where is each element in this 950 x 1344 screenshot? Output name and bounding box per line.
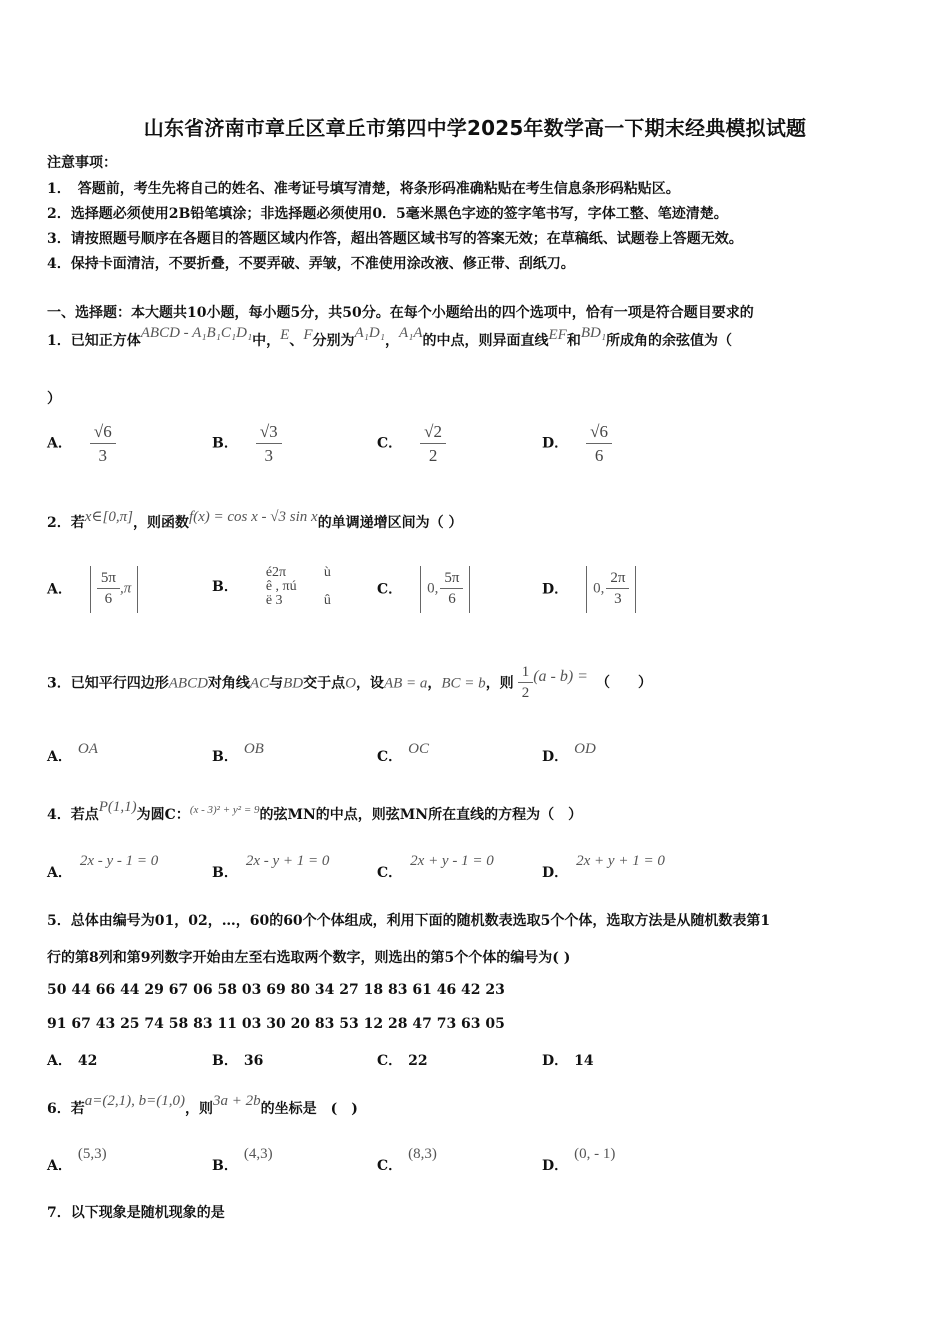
q1-option-b[interactable] (212, 422, 282, 465)
option-label: B． (212, 579, 238, 595)
option-label: D． (542, 1158, 569, 1174)
q1-text: 所成角的余弦值为（ (606, 333, 733, 349)
denominator: 2 (428, 445, 438, 465)
q3-text: （ ） (595, 675, 652, 692)
q3-diagonal: AC (249, 675, 270, 692)
q1-segment: A₁A (398, 325, 423, 341)
fraction (420, 422, 446, 465)
option-label: A． (47, 435, 72, 452)
interval-start: 0, (427, 580, 439, 597)
q2-option-d[interactable] (542, 566, 636, 613)
interval (90, 566, 138, 613)
q1-option-d[interactable] (542, 422, 612, 465)
option-value: (8,3) (408, 1146, 437, 1162)
q2-text: 2．若 (47, 515, 85, 531)
option-value: 22 (408, 1053, 428, 1069)
q3-vector-bc: BC = b (441, 675, 486, 692)
q1-option-c[interactable] (377, 422, 446, 465)
q3-text: ，设 (355, 675, 384, 692)
q2-condition: x∈[0,π] (84, 509, 133, 525)
option-value: 36 (243, 1053, 264, 1069)
denominator: 2 (521, 685, 530, 702)
q4-circle-equation: (x - 3)² + y² = 9 (189, 804, 260, 816)
garbled-line: ê , πú (265, 579, 297, 594)
q3-option-c[interactable] (377, 738, 429, 765)
denominator: 3 (264, 445, 274, 465)
option-label: B． (212, 749, 238, 765)
interval-end: ,π (119, 580, 132, 597)
section-heading: 一、选择题：本大题共10小题，每小题5分，共50分。在每个小题给出的四个选项中，恰有一项是符合题目要求的 (47, 305, 754, 321)
fraction (97, 570, 120, 609)
q6-text: ，则 (184, 1101, 213, 1117)
q6-option-b[interactable] (212, 1143, 273, 1174)
q3-diagonal: BD (283, 675, 304, 692)
interval-garbled (265, 565, 331, 608)
q1-close: ） (47, 391, 61, 407)
garbled-glyph: ù (323, 565, 331, 580)
q6-expression: 3a + 2b (212, 1093, 261, 1109)
q1-line-bd: BD₁ (580, 325, 607, 341)
q1-point-e: E (280, 327, 290, 343)
numerator: 1 (518, 664, 534, 683)
numerator: 2π (606, 570, 629, 589)
q1-point-f: F (303, 327, 313, 343)
option-value: 2x - y + 1 = 0 (245, 853, 330, 869)
interval (420, 566, 470, 613)
option-value: OA (77, 741, 98, 757)
option-value: OB (243, 741, 264, 757)
numerator: 5π (440, 570, 463, 589)
interval (586, 566, 636, 613)
option-label: C． (377, 865, 403, 881)
garbled-line: é2π (265, 565, 287, 580)
notice-item: 2．选择题必须使用2B铅笔填涂；非选择题必须使用0．5毫米黑色字迹的签字笔书写，字体工整、笔迹清楚。 (47, 206, 728, 222)
option-value: OD (574, 741, 596, 757)
option-label: C． (377, 435, 403, 452)
option-value: 2x + y + 1 = 0 (576, 853, 665, 869)
q1-text: 中， (252, 333, 281, 349)
q2-text: 的单调递增区间为（ ） (317, 515, 463, 531)
q6-option-a[interactable] (47, 1143, 107, 1174)
q2-option-b[interactable] (212, 565, 331, 608)
q3-text: ， (427, 675, 442, 692)
q1-text: 1．已知正方体 (47, 333, 141, 349)
question-1 (47, 325, 733, 350)
notice-item: 4．保持卡面清洁，不要折叠，不要弄破、弄皱，不准使用涂改液、修正带、刮纸刀。 (47, 256, 575, 272)
interval-start: 0, (593, 580, 605, 597)
fraction (256, 422, 282, 465)
option-label: C． (377, 1053, 403, 1069)
denominator: 6 (448, 591, 456, 608)
numerator: √2 (420, 422, 446, 444)
q1-text: ， (384, 333, 399, 349)
option-label: D． (542, 435, 569, 452)
denominator: 3 (614, 591, 622, 608)
q1-text: 、 (289, 333, 304, 349)
q3-parallelogram: ABCD (168, 675, 208, 692)
question-4 (47, 796, 583, 823)
q3-text: 交于点 (303, 675, 346, 692)
option-value: 2x - y - 1 = 0 (79, 853, 159, 869)
q2-text: ，则函数 (132, 515, 189, 531)
q2-option-c[interactable] (377, 566, 470, 613)
option-label: C． (377, 1158, 403, 1174)
option-label: D． (542, 865, 569, 881)
option-value: (0, - 1) (574, 1146, 616, 1162)
garbled-glyph: û (323, 593, 331, 608)
q5-text: 5．总体由编号为01，02，…，60的60个个体组成，利用下面的随机数表选取5个个体，选取方法是从随机数表第1 (47, 913, 771, 929)
q3-text: 与 (269, 675, 284, 692)
fraction (90, 422, 116, 465)
option-label: A． (47, 749, 72, 765)
numerator: 5π (97, 570, 120, 589)
q6-option-d[interactable] (542, 1143, 616, 1174)
q1-text: 分别为 (312, 333, 355, 349)
option-value: 14 (574, 1053, 594, 1069)
denominator: 6 (104, 591, 113, 608)
q3-option-d[interactable] (542, 738, 596, 765)
option-label: D． (542, 1053, 569, 1069)
q2-option-a[interactable] (47, 566, 138, 613)
q3-option-b[interactable] (212, 738, 264, 765)
q4-option-b[interactable] (212, 850, 330, 881)
q4-text: 的弦MN的中点，则弦MN所在直线的方程为（ ） (259, 807, 583, 823)
option-label: B． (212, 865, 238, 881)
q4-text: 4．若点 (47, 807, 99, 823)
notice-item: 3．请按照题号顺序在各题目的答题区域内作答，超出答题区域书写的答案无效；在草稿纸、试题卷上答题无效。 (47, 231, 743, 247)
q1-segment: A₁D₁ (354, 325, 385, 341)
q5-option-a[interactable] (47, 1050, 97, 1070)
option-label: D． (542, 581, 569, 598)
q3-point-o: O (345, 675, 356, 692)
q2-function: f(x) = cos x - √3 sin x (188, 509, 318, 525)
q6-option-c[interactable] (377, 1143, 437, 1174)
numerator: √3 (256, 422, 282, 444)
q3-text: ，则 (485, 675, 514, 692)
option-value: 2x + y - 1 = 0 (410, 853, 494, 869)
q3-vector-ab: AB = a (383, 675, 428, 692)
q1-text: 的中点，则异面直线 (422, 333, 549, 349)
option-label: C． (377, 749, 403, 765)
option-value: 42 (77, 1053, 98, 1069)
q3-option-a[interactable] (47, 738, 98, 765)
option-value: (5,3) (77, 1146, 107, 1162)
q4-option-c[interactable] (377, 850, 494, 881)
q1-line-ef: EF (548, 327, 567, 343)
option-value: OC (408, 741, 429, 757)
q6-vectors: a=(2,1), b=(1,0) (84, 1093, 185, 1109)
fraction (440, 570, 463, 609)
q6-text: 6．若 (47, 1101, 85, 1117)
notice-heading: 注意事项： (47, 155, 117, 171)
page-title: 山东省济南市章丘区章丘市第四中学2025年数学高一下期末经典模拟试题 (143, 116, 807, 140)
option-label: A． (47, 581, 72, 598)
q5-option-b[interactable] (212, 1050, 263, 1070)
numerator: √6 (90, 422, 116, 444)
fraction (518, 664, 534, 703)
denominator: 3 (98, 445, 108, 465)
fraction (606, 570, 629, 609)
garbled-line: ë 3 (265, 593, 283, 608)
q5-option-c[interactable] (377, 1050, 428, 1070)
option-label: A． (47, 1053, 72, 1069)
q4-option-a[interactable] (47, 850, 159, 881)
option-label: C． (377, 581, 403, 598)
q4-text: 为圆C： (136, 807, 190, 823)
q3-text: 3．已知平行四边形 (47, 675, 169, 692)
q6-text: 的坐标是 ( ) (260, 1101, 358, 1117)
question-6 (47, 1090, 358, 1117)
option-label: B． (212, 1158, 238, 1174)
q3-expression: (a - b) = (533, 668, 588, 686)
option-label: A． (47, 865, 72, 881)
q1-option-a[interactable] (47, 422, 116, 465)
q1-cube: ABCD - A₁B₁C₁D₁ (140, 325, 253, 341)
numerator: √6 (586, 422, 612, 444)
random-table-row: 91 67 43 25 74 58 83 11 03 30 20 83 53 12 28 47 73 63 05 (47, 1016, 505, 1032)
denominator: 6 (594, 445, 604, 465)
q5-text: 行的第8列和第9列数字开始由左至右选取两个数字，则选出的第5个个体的编号为( ) (47, 950, 571, 966)
option-label: A． (47, 1158, 72, 1174)
option-label: D． (542, 749, 569, 765)
question-3 (47, 664, 652, 703)
notice-item: 1． 答题前，考生先将自己的姓名、准考证号填写清楚，将条形码准确粘贴在考生信息条形码粘贴区。 (47, 181, 680, 197)
q5-option-d[interactable] (542, 1050, 594, 1070)
option-label: B． (212, 1053, 238, 1069)
option-value: (4,3) (243, 1146, 273, 1162)
question-2 (47, 509, 463, 532)
option-label: B． (212, 435, 238, 452)
random-table-row: 50 44 66 44 29 67 06 58 03 69 80 34 27 18 83 61 46 42 23 (47, 982, 505, 998)
q1-text: 和 (566, 333, 581, 349)
q4-point-p: P(1,1) (98, 799, 137, 815)
fraction (586, 422, 612, 465)
question-7: 7．以下现象是随机现象的是 (47, 1205, 225, 1221)
q4-option-d[interactable] (542, 850, 665, 881)
q3-text: 对角线 (207, 675, 250, 692)
